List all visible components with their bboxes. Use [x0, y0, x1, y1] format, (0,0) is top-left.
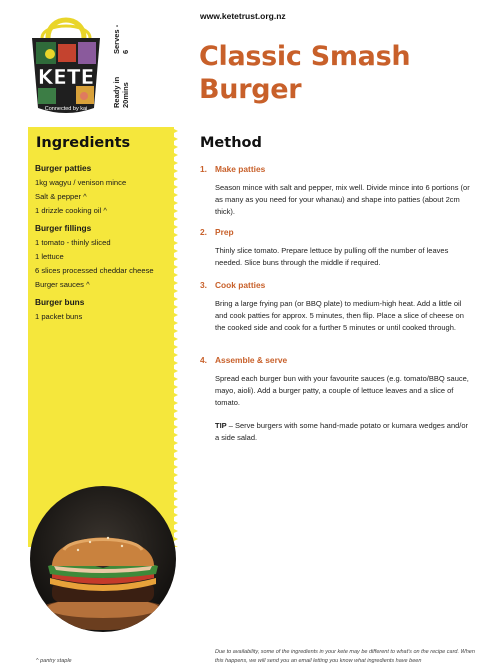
- ingredient-item: 1kg wagyu / venison mince: [35, 178, 127, 187]
- step-body: Bring a large frying pan (or BBQ plate) to medium-high heat. Add a little oil and cook patties for approx. 5 minutes, then flip. Place a slice of cheese on the cooked side and cook for a further 5 minutes or until cooked through.: [215, 299, 464, 332]
- logo-wordmark: KETE: [37, 65, 95, 89]
- method-step-2: [200, 226, 470, 269]
- step-number: 3.: [200, 280, 207, 290]
- method-step-1: [200, 163, 470, 218]
- ingredient-item: 6 slices processed cheddar cheese: [35, 266, 154, 275]
- ready-in: Ready in 20mins: [112, 76, 130, 108]
- step-title: Make patties: [215, 164, 266, 174]
- recipe-meta: [112, 24, 142, 108]
- method-heading: Method: [200, 135, 262, 151]
- ingredients-list: [35, 163, 171, 329]
- kete-logo: [26, 8, 106, 120]
- ingredient-group-buns: [35, 297, 171, 321]
- method-step-3: [200, 279, 470, 334]
- step-number: 2.: [200, 227, 207, 237]
- burger-photo: [30, 486, 176, 632]
- ingredient-item: Salt & pepper ^: [35, 192, 87, 201]
- ingredient-group-title: Burger fillings: [35, 223, 92, 233]
- ingredient-item: Burger sauces ^: [35, 280, 90, 289]
- availability-disclaimer: Due to availability, some of the ingredients in your kete may be different to what's on the recipe card. When this happens, we will send you an email letting you know what ingredients have been: [215, 649, 475, 664]
- logo-tagline: Connected by kai: [44, 106, 88, 112]
- panel-zigzag-edge: [170, 127, 180, 547]
- ingredient-group-patties: [35, 163, 171, 215]
- step-number: 4.: [200, 355, 207, 365]
- serves: Serves - 6: [112, 24, 130, 54]
- step-body: Spread each burger bun with your favourite sauces (e.g. tomato/BBQ sauce, mayo, aioli). Add a burger patty, a couple of lettuce leaves and a slice of tomato.: [215, 374, 469, 407]
- page-title: Classic Smash Burger: [199, 41, 411, 105]
- tip-label: TIP: [215, 421, 227, 430]
- ingredient-item: 1 packet buns: [35, 312, 83, 321]
- step-body: Season mince with salt and pepper, mix well. Divide mince into 6 portions (or as many as you need for your whanau) and shape into patties (about 2cm thick).: [215, 183, 470, 216]
- tip-text: [215, 420, 470, 444]
- method-step-4: [200, 354, 470, 409]
- ingredient-group-fillings: [35, 223, 171, 289]
- step-body: Thinly slice tomato. Prepare lettuce by pulling off the number of leaves needed. Slice buns through the middle if required.: [215, 246, 449, 267]
- website-url[interactable]: www.ketetrust.org.nz: [200, 11, 286, 21]
- step-title: Prep: [215, 227, 234, 237]
- ingredient-group-title: Burger buns: [35, 297, 85, 307]
- ingredient-item: 1 drizzle cooking oil ^: [35, 206, 107, 215]
- step-number: 1.: [200, 164, 207, 174]
- step-title: Cook patties: [215, 280, 266, 290]
- step-title: Assemble & serve: [215, 355, 288, 365]
- ingredient-group-title: Burger patties: [35, 163, 92, 173]
- ingredient-item: 1 lettuce: [35, 252, 64, 261]
- ingredients-heading: Ingredients: [36, 135, 131, 151]
- pantry-footnote: ^ pantry staple: [36, 658, 72, 664]
- tip-body: – Serve burgers with some hand-made potato or kumara wedges and/or a side salad.: [215, 421, 469, 442]
- ingredient-item: 1 tomato - thinly sliced: [35, 238, 111, 247]
